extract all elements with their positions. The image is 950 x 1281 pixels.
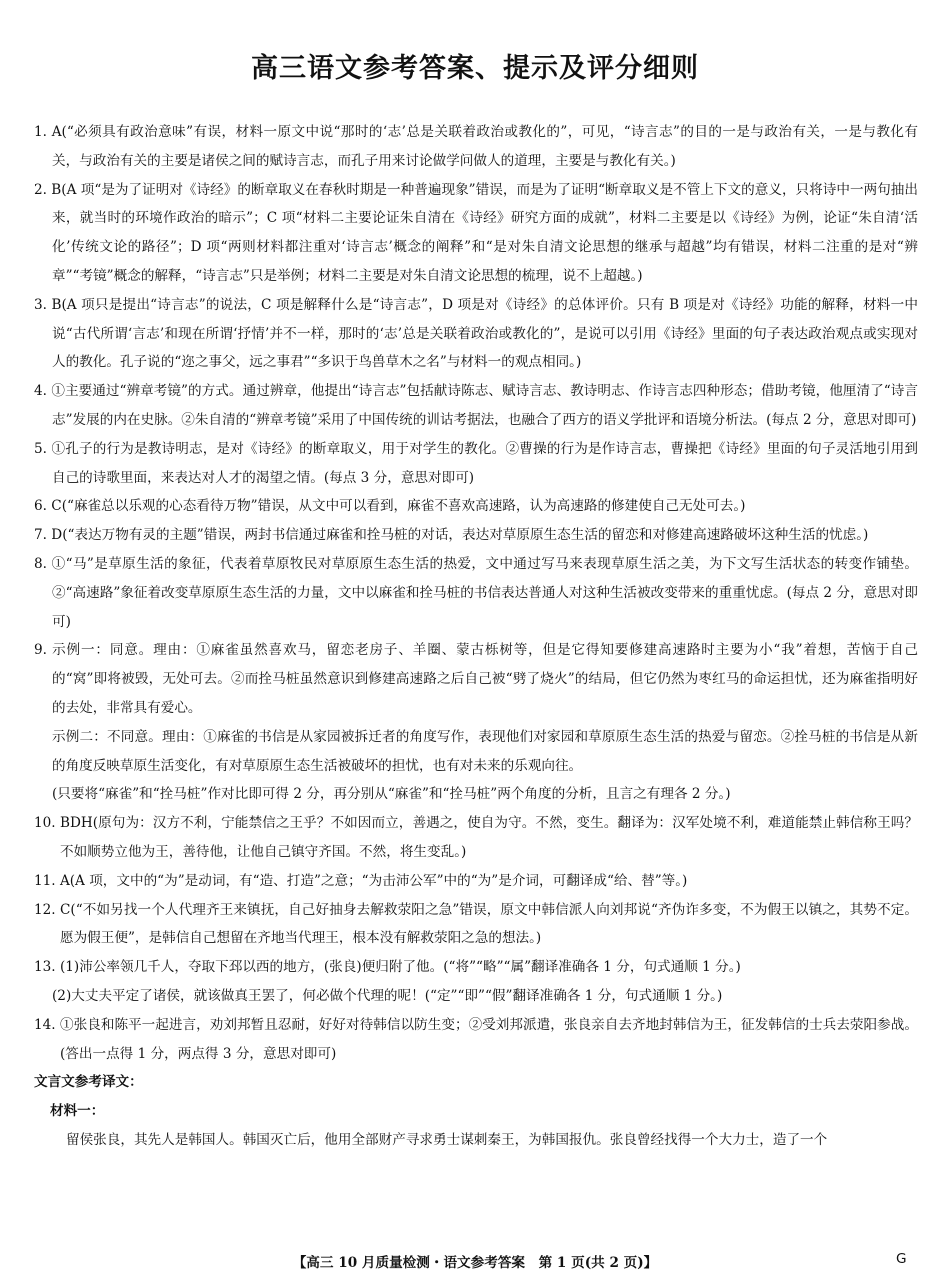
material-heading: 材料一： xyxy=(50,1103,105,1120)
answer-14: 14. ①张良和陈平一起进言，劝刘邦暂且忍耐，好好对待韩信以防生变；②受刘邦派遣，张良亲自去齐地封韩信为王，征发韩信的士兵去荥阳参战。(答出一点得 1 分，两点得 3 分，意思对即可) xyxy=(34,1016,918,1062)
answer-11: 11. A(A 项，文中的“为”是动词，有“造、打造”之意；“为击沛公军”中的“为”是介词，可翻译成“给、替”等。) xyxy=(34,872,688,889)
answer-4: 4. ①主要通过“辨章考镜”的方式。通过辨章，他提出“诗言志”包括献诗陈志、赋诗言志、教诗明志、作诗言志四种形态；借助考镜，他厘清了“诗言志”发展的内在史脉。②朱自清的“辨章考镜”采用了中国传统的训诂考据法，也融合了西方的语义学批评和语境分析法。(每点 2 分，意思对即可) xyxy=(34,383,918,428)
answer-13-1: 13. (1)沛公率领几千人，夺取下邳以西的地方，(张良)便归附了他。(“将”“略”“属”翻译准确各 1 分，句式通顺 1 分。) xyxy=(34,959,741,976)
page-title: 高三语文参考答案、提示及评分细则 xyxy=(251,53,699,84)
answer-2: 2. B(A 项“是为了证明对《诗经》的断章取义在春秋时期是一种普遍现象”错误，而是为了证明“断章取义是不管上下文的意义，只将诗中一两句抽出来，就当时的环境作政治的暗示”；C 项“材料二主要论证朱自清在《诗经》研究方面的成就”，材料二主要是以《诗经》为例，论证“朱自清‘活化’传统文论的路径”；D 项“两则材料都注重对‘诗言志’概念的阐释”和“是对朱自清文论思想的继承与超越”均有错误，材料二注重的是对“辨章”“考镜”概念的解释，“诗言志”只是举例；材料二主要是对朱自清文论思想的梳理，说不上超越。) xyxy=(34,181,918,284)
answer-10: 10. BDH(原句为：汉方不利，宁能禁信之王乎？不如因而立，善遇之，使自为守。不然，变生。翻译为：汉军处境不利，难道能禁止韩信称王吗？不如顺势立他为王，善待他，让他自己镇守齐国。不然，将生变乱。) xyxy=(34,815,918,860)
answer-list xyxy=(34,118,918,1155)
translation-heading: 文言文参考译文： xyxy=(34,1074,143,1091)
answer-9-example-2: 示例二：不同意。理由：①麻雀的书信是从家园被拆迁者的角度写作，表现他们对家园和草原原生态生活的热爱与留恋。②拴马桩的书信是从新的角度反映草原生活变化，有对草原原生态生活被破坏的担忧，也有对未来的乐观向往。 xyxy=(52,728,918,774)
answer-3: 3. B(A 项只是提出“诗言志”的说法，C 项是解释什么是“诗言志”，D 项是对《诗经》的总体评价。只有 B 项是对《诗经》功能的解释，材料一中说“古代所谓‘言志’和现在所谓‘抒情’并不一样，那时的‘志’总是关联着政治或教化的”，是说可以引用《诗经》里面的句子表达政治观点或实现对人的教化。孔子说的“迩之事父，远之事君”“多识于鸟兽草木之名”与材料一的观点相同。) xyxy=(34,296,918,371)
translation-text: 留侯张良，其先人是韩国人。韩国灭亡后，他用全部财产寻求勇士谋刺秦王，为韩国报仇。张良曾经找得一个大力士，造了一个 xyxy=(66,1131,828,1148)
answer-12: 12. C(“不如另找一个人代理齐王来镇抚，自己好抽身去解救荥阳之急”错误，原文中韩信派人向刘邦说“齐伪诈多变，不为假王以镇之，其势不定。愿为假王便”，是韩信自己想留在齐地当代理王，根本没有解救荥阳之急的想法。) xyxy=(34,901,918,947)
answer-8: 8. ①“马”是草原生活的象征，代表着草原牧民对草原原生态生活的热爱，文中通过写马来表现草原生活之美，为下文写生活状态的转变作铺垫。②“高速路”象征着改变草原原生态生活的力量，文中以麻雀和拴马桩的书信表达普通人对这种生活被改变带来的重重忧虑。(每点 2 分，意思对即可) xyxy=(34,555,918,630)
answer-7: 7. D(“表达万物有灵的主题”错误，两封书信通过麻雀和拴马桩的对话，表达对草原原生态生活的留恋和对修建高速路破坏这种生活的忧虑。) xyxy=(34,527,869,544)
corner-mark: G xyxy=(896,1251,907,1267)
answer-13-2: (2)大丈夫平定了诸侯，就该做真王罢了，何必做个代理的呢！(“定”“即”“假”翻译准确各 1 分，句式通顺 1 分。) xyxy=(52,987,723,1004)
page-footer: 【高三 10 月质量检测・语文参考答案 第 1 页(共 2 页)】 xyxy=(292,1255,658,1271)
answer-9: 9. 示例一：同意。理由：①麻雀虽然喜欢马，留恋老房子、羊圈、蒙古栎树等，但是它得知要修建高速路时主要为小“我”着想，苦恼于自己的“窝”即将被毁，无处可去。②而拴马桩虽然意识到修建高速路之后自己被“劈了烧火”的结局，但它仍然为枣红马的命运担忧，还为麻雀指明好的去处，非常具有爱心。 xyxy=(34,642,918,716)
answer-9-scoring: (只要将“麻雀”和“拴马桩”作对比即可得 2 分，再分别从“麻雀”和“拴马桩”两个角度的分析，且言之有理各 2 分。) xyxy=(52,786,731,803)
answer-1: 1. A(“必须具有政治意味”有误，材料一原文中说“那时的‘志’总是关联着政治或教化的”，可见，“诗言志”的目的一是与政治有关，一是与教化有关，与政治有关的主要是诸侯之间的赋诗言志，而孔子用来讨论做学问做人的道理，主要是与教化有关。) xyxy=(34,124,918,169)
answer-6: 6. C(“麻雀总以乐观的心态看待万物”错误，从文中可以看到，麻雀不喜欢高速路，认为高速路的修建使自己无处可去。) xyxy=(34,498,746,515)
answer-5: 5. ①孔子的行为是教诗明志，是对《诗经》的断章取义，用于对学生的教化。②曹操的行为是作诗言志，曹操把《诗经》里面的句子灵活地引用到自己的诗歌里面，来表达对人才的渴望之情。(每点 3 分，意思对即可) xyxy=(34,440,918,486)
